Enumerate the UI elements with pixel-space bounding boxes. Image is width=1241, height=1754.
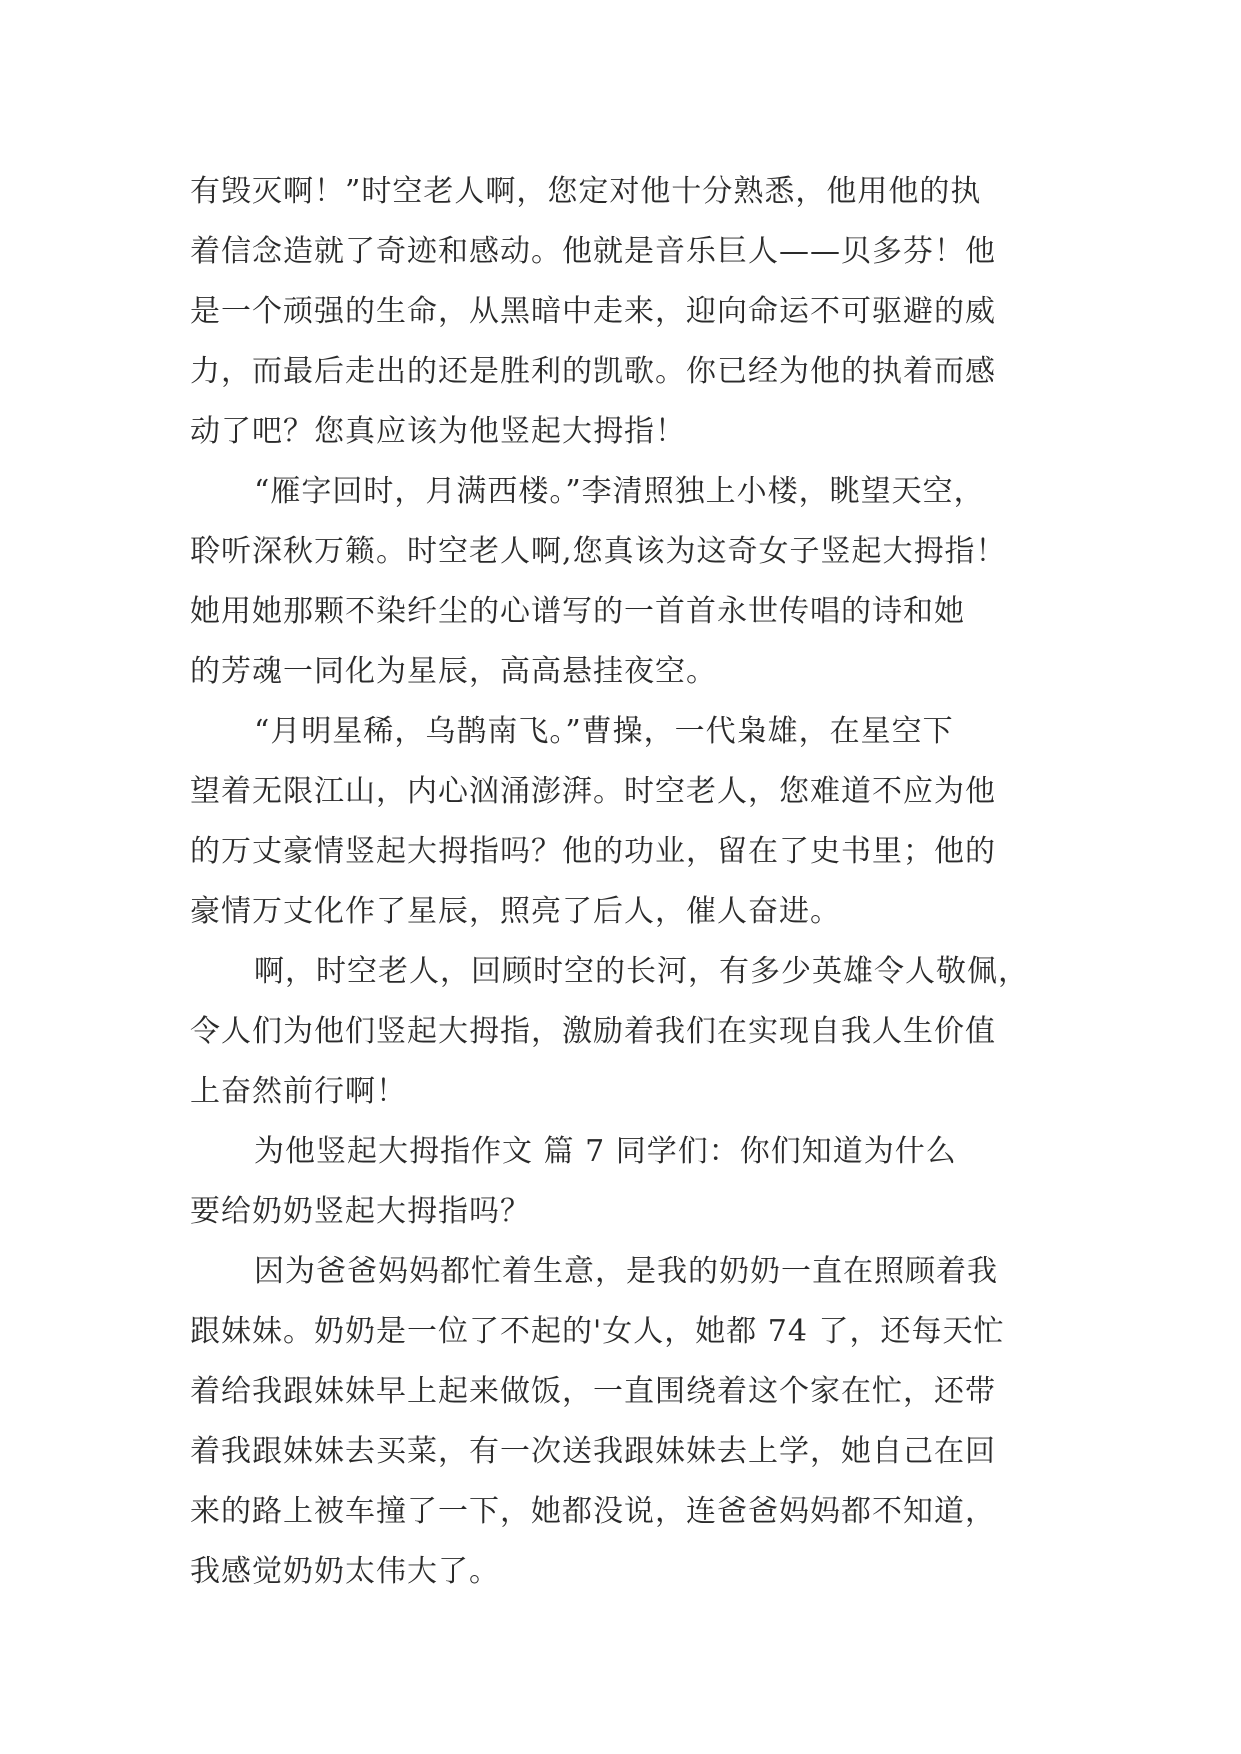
paragraph-start-line: “雁字回时，月满西楼。”李清照独上小楼，眺望天空，: [254, 474, 985, 509]
text-line: 力，而最后走出的还是胜利的凯歌。你已经为他的执着而感: [190, 354, 996, 389]
text-line: 令人们为他们竖起大拇指，激励着我们在实现自我人生价值: [190, 1014, 996, 1049]
text-line: 豪情万丈化作了星辰，照亮了后人，催人奋进。: [190, 894, 841, 929]
text-line: 跟妹妹。奶奶是一位了不起的'女人，她都 74 了，还每天忙: [190, 1314, 1005, 1349]
text-line: 动了吧？您真应该为他竖起大拇指！: [190, 414, 686, 449]
text-line: 有毁灭啊！”时空老人啊，您定对他十分熟悉，他用他的执: [190, 174, 982, 209]
text-line: 的万丈豪情竖起大拇指吗？他的功业，留在了史书里；他的: [190, 834, 996, 869]
text-line: 来的路上被车撞了一下，她都没说，连爸爸妈妈都不知道，: [190, 1494, 996, 1529]
paragraph-start-line: “月明星稀，乌鹊南飞。”曹操，一代枭雄，在星空下: [254, 714, 954, 749]
text-line: 她用她那颗不染纤尘的心谱写的一首首永世传唱的诗和她: [190, 594, 965, 629]
text-line: 要给奶奶竖起大拇指吗？: [190, 1194, 531, 1229]
text-line: 聆听深秋万籁。时空老人啊,您真该为这奇女子竖起大拇指！: [190, 534, 1007, 569]
paragraph-start-line: 啊，时空老人，回顾时空的长河，有多少英雄令人敬佩，: [254, 954, 1029, 989]
text-line: 望着无限江山，内心汹涌澎湃。时空老人，您难道不应为他: [190, 774, 996, 809]
text-line: 是一个顽强的生命，从黑暗中走来，迎向命运不可驱避的威: [190, 294, 996, 329]
text-line: 着信念造就了奇迹和感动。他就是音乐巨人——贝多芬！他: [190, 234, 996, 269]
text-line: 着给我跟妹妹早上起来做饭，一直围绕着这个家在忙，还带: [190, 1374, 996, 1409]
text-line: 的芳魂一同化为星辰，高高悬挂夜空。: [190, 654, 717, 689]
text-line: 上奋然前行啊！: [190, 1074, 407, 1109]
section-heading-line: 为他竖起大拇指作文 篇 7 同学们：你们知道为什么: [254, 1134, 957, 1169]
text-line: 着我跟妹妹去买菜，有一次送我跟妹妹去上学，她自己在回: [190, 1434, 996, 1469]
text-line: 我感觉奶奶太伟大了。: [190, 1554, 500, 1589]
paragraph-start-line: 因为爸爸妈妈都忙着生意，是我的奶奶一直在照顾着我: [254, 1254, 998, 1289]
document-body: [190, 162, 1050, 1602]
